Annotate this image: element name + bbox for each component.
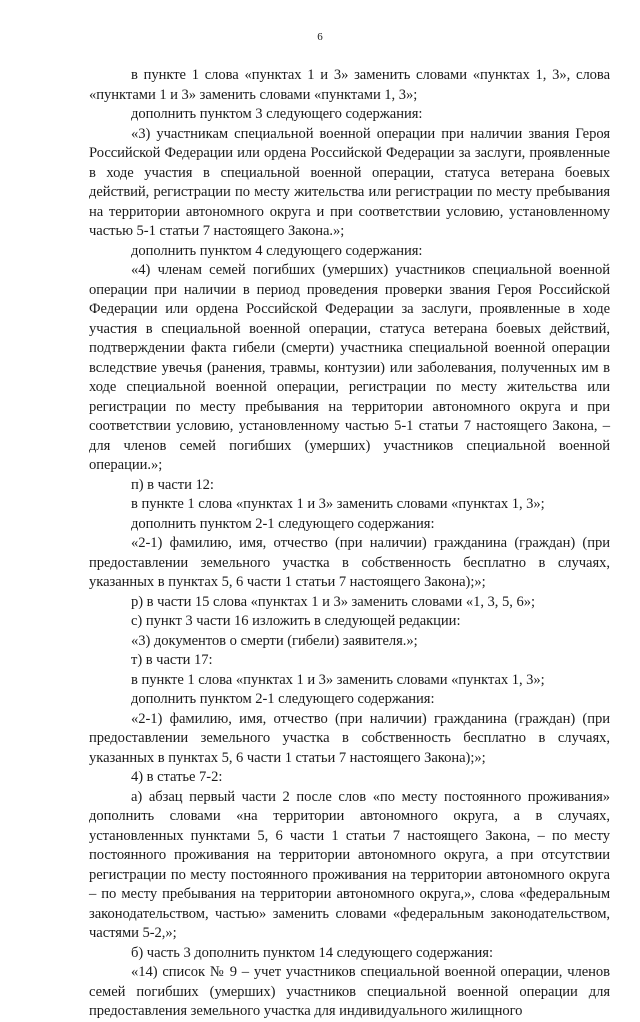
- paragraph: «3) документов о смерти (гибели) заявителя.»;: [131, 632, 418, 649]
- paragraph: п) в части 12:: [131, 476, 214, 493]
- document-body: [89, 66, 610, 1022]
- paragraph: дополнить пунктом 2-1 следующего содержания:: [131, 515, 435, 532]
- paragraph: в пункте 1 слова «пунктах 1 и 3» заменить словами «пунктах 1, 3»;: [131, 496, 545, 512]
- paragraph: «3) участникам специальной военной операции при наличии звания Героя Российской Федерации или ордена Российской Федерации за заслуги, проявленные в ходе участия в специальной военной операции, статуса ветерана боевых действий, регистрации по месту жительства или регистрации по месту пребывания на территории автономного округа и при соответствии условию, установленному частью 5-1 статьи 7 настоящего Закона.»;: [89, 125, 610, 239]
- paragraph: б) часть 3 дополнить пунктом 14 следующего содержания:: [131, 944, 493, 961]
- paragraph: «2-1) фамилию, имя, отчество (при наличии) гражданина (граждан) (при предоставлении земельного участка в собственность бесплатно в случаях, указанных в пунктах 5, 6 части 1 статьи 7 настоящего Закона);»;: [89, 535, 610, 590]
- paragraph: «4) членам семей погибших (умерших) участников специальной военной операции при наличии в период проведения проверки звания Героя Российской Федерации или ордена Российской Федерации за заслуги, проявленные в ходе участия в специальной военной операции, статуса ветерана боевых действий, подтверждении факта гибели (смерти) участника специальной военной операции вследствие увечья (ранения, травмы, контузии) или заболевания, полученных им в ходе специальной военной операции, регистрации по месту жительства или регистрации по месту пребывания на территории автономного округа и при соответствии условию, установленному частью 5-1 статьи 7 настоящего Закона, – для членов семей погибших (умерших) участников специальной военной операции.»;: [89, 262, 610, 473]
- paragraph: а) абзац первый части 2 после слов «по месту постоянного проживания» дополнить словами «на территории автономного округа, а в случаях, установленных пунктами 5, 6 части 1 статьи 7 настоящего Закона, – по месту постоянного проживания на территории автономного округа, а при отсутствии регистрации по месту постоянного проживания на территории автономного округа – по месту пребывания на территории автономного округа,», слова «федеральным законодательством, частью» заменить словами «федеральным законодательством, частями 5-2,»;: [89, 788, 610, 941]
- paragraph: «14) список № 9 – учет участников специальной военной операции, членов семей погибших (умерших) участников специальной военной операции для предоставления земельного участка для индивидуального жилищного: [89, 964, 610, 1019]
- paragraph: р) в части 15 слова «пунктах 1 и 3» заменить словами «1, 3, 5, 6»;: [131, 593, 535, 610]
- paragraph: с) пункт 3 части 16 изложить в следующей редакции:: [131, 613, 461, 629]
- paragraph: в пункте 1 слова «пунктах 1 и 3» заменить словами «пунктах 1, 3», слова «пунктами 1 и 3» заменить словами «пунктами 1, 3»;: [89, 67, 610, 103]
- paragraph: дополнить пунктом 4 следующего содержания:: [131, 242, 423, 259]
- page-number: 6: [317, 31, 323, 43]
- paragraph: «2-1) фамилию, имя, отчество (при наличии) гражданина (граждан) (при предоставлении земельного участка в собственность бесплатно в случаях, указанных в пунктах 5, 6 части 1 статьи 7 настоящего Закона);»;: [89, 710, 610, 766]
- paragraph: т) в части 17:: [131, 652, 213, 668]
- paragraph: дополнить пунктом 3 следующего содержания:: [131, 106, 423, 122]
- paragraph: 4) в статье 7-2:: [131, 769, 223, 785]
- paragraph: в пункте 1 слова «пунктах 1 и 3» заменить словами «пунктах 1, 3»;: [131, 671, 545, 688]
- paragraph: дополнить пунктом 2-1 следующего содержания:: [131, 691, 435, 707]
